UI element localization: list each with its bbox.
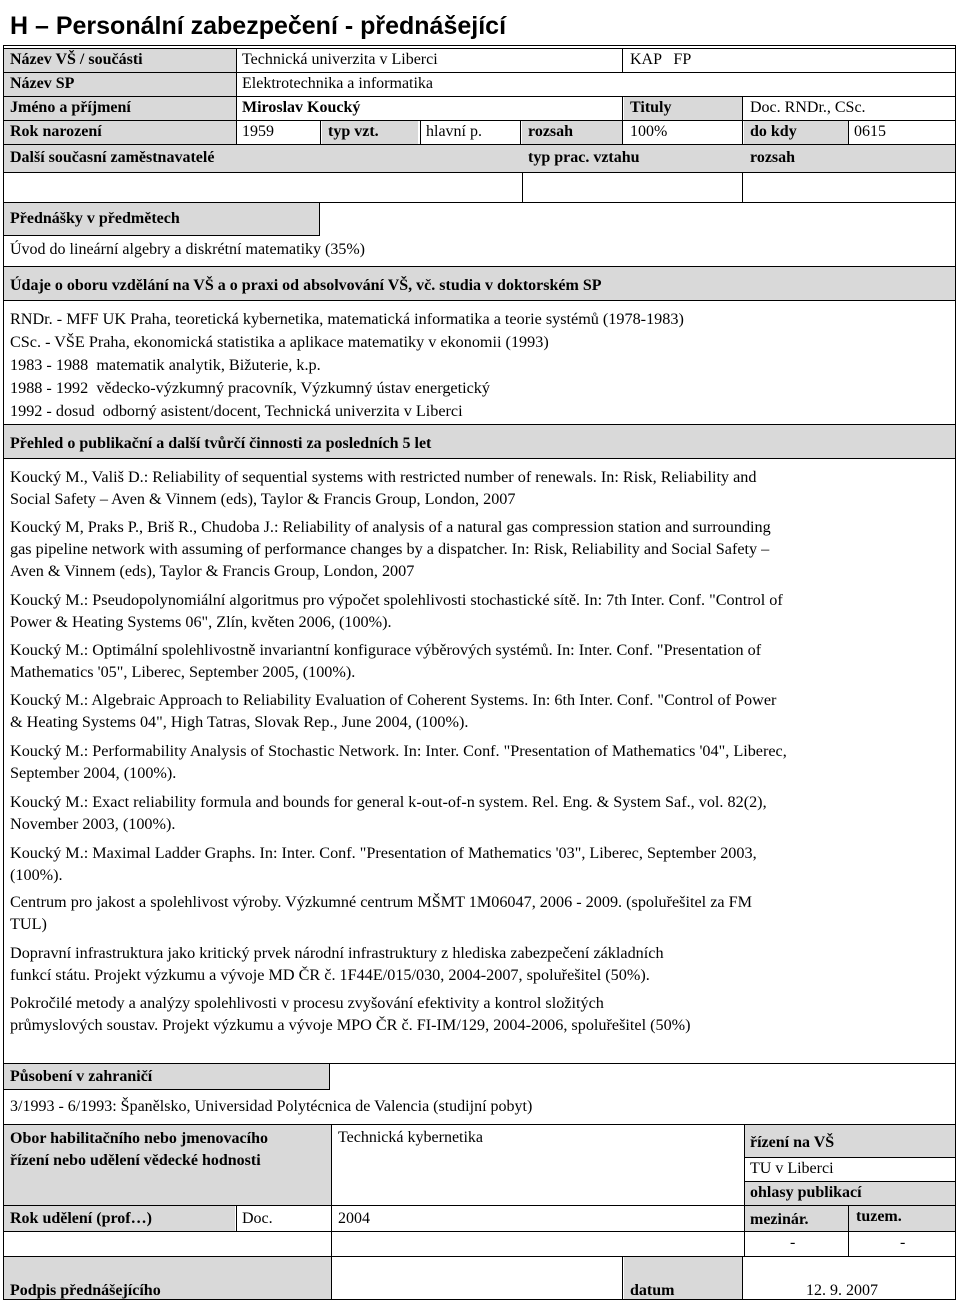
publication-line: Koucký M.: Algebraic Approach to Reliability Evaluation of Coherent Systems. In: 6th Inter. Conf. "Control of Power xyxy=(10,691,777,709)
publication-line: Social Safety – Aven & Vinnem (eds), Taylor & Francis Group, London, 2007 xyxy=(10,490,516,508)
education-line: CSc. - VŠE Praha, ekonomická statistika a aplikace matematiky v ekonomii (1993) xyxy=(10,333,549,351)
scope-value: 100% xyxy=(630,123,668,140)
faculty-value: KAP FP xyxy=(630,51,692,68)
procedure-label: řízení na VŠ xyxy=(750,1134,835,1151)
publication-line: Koucký M.: Pseudopolynomiální algoritmus pro výpočet spolehlivosti stochastické sítě. In: 7th Inter. Conf. "Control of xyxy=(10,591,783,609)
habilitation-field-label: Obor habilitačního nebo jmenovacího xyxy=(10,1130,268,1147)
contract-value: hlavní p. xyxy=(426,123,482,140)
publication-line: Koucký M., Vališ D.: Reliability of sequential systems with restricted number of renewals. In: Risk, Reliability and xyxy=(10,468,757,486)
publication-item xyxy=(10,891,945,935)
publication-line: Centrum pro jakost a spolehlivost výroby. Výzkumné centrum MŠMT 1M06047, 2006 - 2009. (spoluřešitel za FM xyxy=(10,893,753,911)
reviews-label: ohlasy publikací xyxy=(750,1184,862,1201)
intl-label: mezinár. xyxy=(750,1211,809,1228)
publication-line: Koucký M.: Maximal Ladder Graphs. In: Inter. Conf. "Presentation of Mathematics '03", Liberec, September 2003, xyxy=(10,844,757,862)
titles-label: Tituly xyxy=(630,99,672,116)
publication-item xyxy=(10,466,945,510)
publication-line: Koucký M.: Exact reliability formula and bounds for general k-out-of-n system. Rel. Eng. & System Saf., vol. 82(2), xyxy=(10,793,767,811)
publication-line: Aven & Vinnem (eds), Taylor & Francis Group, London, 2007 xyxy=(10,562,415,580)
abroad-value: 3/1993 - 6/1993: Španělsko, Universidad Polytécnica de Valencia (studijní pobyt) xyxy=(10,1098,533,1115)
scope-label: rozsah xyxy=(528,123,574,140)
sp-value: Elektrotechnika a informatika xyxy=(242,75,434,92)
publication-line: TUL) xyxy=(10,915,47,933)
other-scope-label: rozsah xyxy=(750,149,796,166)
publication-item xyxy=(10,992,945,1036)
publication-line: gas pipeline network with assuming of performance changes by a dispatcher. In: Risk, Reliability and Social Safety – xyxy=(10,540,770,558)
school-value: Technická univerzita v Liberci xyxy=(242,51,438,68)
education-heading: Údaje o oboru vzdělání na VŠ a o praxi od absolvování VŠ, vč. studia v doktorském SP xyxy=(10,277,602,294)
publication-line: Koucký M.: Performability Analysis of Stochastic Network. In: Inter. Conf. "Presentation of Mathematics '04", Liberec, xyxy=(10,742,787,760)
publication-line: Pokročilé metody a analýzy spolehlivosti v procesu zvyšování efektivity a kontrol složitých xyxy=(10,994,604,1012)
sp-label: Název SP xyxy=(10,75,75,92)
year-label: Rok udělení (prof…) xyxy=(10,1210,152,1227)
year-type: Doc. xyxy=(242,1210,273,1227)
publication-item xyxy=(10,516,945,582)
until-value: 0615 xyxy=(854,123,886,140)
education-line: 1988 - 1992 vědecko-výzkumný pracovník, Výzkumný ústav energetický xyxy=(10,379,490,397)
until-label: do kdy xyxy=(750,123,797,140)
education-line: 1992 - dosud odborný asistent/docent, Technická univerzita v Liberci xyxy=(10,402,463,420)
publication-item xyxy=(10,791,945,835)
publication-item xyxy=(10,689,945,733)
publication-line: (100%). xyxy=(10,866,63,884)
domestic-label: tuzem. xyxy=(856,1208,902,1225)
birth-value: 1959 xyxy=(242,123,274,140)
publication-line: September 2004, (100%). xyxy=(10,764,177,782)
birth-label: Rok narození xyxy=(10,123,102,140)
publication-item xyxy=(10,942,945,986)
name-label: Jméno a příjmení xyxy=(10,99,131,116)
education-list xyxy=(10,308,945,423)
education-line: RNDr. - MFF UK Praha, teoretická kybernetika, matematická informatika a teorie systémů (1978-1983) xyxy=(10,310,684,328)
lectures-heading: Přednášky v předmětech xyxy=(10,210,180,227)
publication-item xyxy=(10,842,945,886)
abroad-heading: Působení v zahraničí xyxy=(10,1068,153,1085)
publication-item xyxy=(10,639,945,683)
other-employers-label: Další současní zaměstnavatelé xyxy=(10,149,215,166)
procedure-value: TU v Liberci xyxy=(750,1160,834,1177)
education-line: 1983 - 1988 matematik analytik, Bižuterie, k.p. xyxy=(10,356,321,374)
publication-line: Koucký M, Praks P., Briš R., Chudoba J.: Reliability of analysis of a natural gas compression station and surrounding xyxy=(10,518,771,536)
publication-line: průmyslových soustav. Projekt výzkumu a vývoje MPO ČR č. FI-IM/129, 2004-2006, spoluřešitel (50%) xyxy=(10,1016,691,1034)
publication-line: Koucký M.: Optimální spolehlivostně invariantní konfigurace výběrových systémů. In: Inter. Conf. "Presentation of xyxy=(10,641,762,659)
publication-line: November 2003, (100%). xyxy=(10,815,176,833)
publication-line: Power & Heating Systems 06", Zlín, květen 2006, (100%). xyxy=(10,613,392,631)
date-label: datum xyxy=(630,1282,675,1299)
contract-label: typ vzt. xyxy=(328,123,379,140)
publication-line: Dopravní infrastruktura jako kritický prvek národní infrastruktury z hlediska zabezpečení základních xyxy=(10,944,664,962)
lectures-value: Úvod do lineární algebry a diskrétní matematiky (35%) xyxy=(10,241,366,258)
page-title: H – Personální zabezpečení - přednášející xyxy=(10,12,507,40)
publication-item xyxy=(10,740,945,784)
publication-line: & Heating Systems 04", High Tatras, Slovak Rep., June 2004, (100%). xyxy=(10,713,469,731)
publication-line: funkcí státu. Projekt výzkumu a vývoje MD ČR č. 1F44E/015/030, 2004-2007, spoluřešitel (50%). xyxy=(10,966,650,984)
work-type-label: typ prac. vztahu xyxy=(528,149,640,166)
publications-heading: Přehled o publikační a další tvůrčí činnosti za posledních 5 let xyxy=(10,435,432,452)
signature-label: Podpis přednášejícího xyxy=(10,1282,161,1299)
name-value: Miroslav Koucký xyxy=(242,99,361,116)
habilitation-field-value: Technická kybernetika xyxy=(338,1129,484,1146)
habilitation-field-label-2: řízení nebo udělení vědecké hodnosti xyxy=(10,1152,261,1169)
date-value: 12. 9. 2007 xyxy=(806,1282,878,1299)
school-label: Název VŠ / součásti xyxy=(10,51,143,68)
intl-value: - xyxy=(790,1234,796,1251)
publication-line: Mathematics '05", Liberec, September 2005, (100%). xyxy=(10,663,356,681)
titles-value: Doc. RNDr., CSc. xyxy=(750,99,866,116)
year-value: 2004 xyxy=(338,1210,370,1227)
publication-item xyxy=(10,589,945,633)
domestic-value: - xyxy=(900,1234,906,1251)
